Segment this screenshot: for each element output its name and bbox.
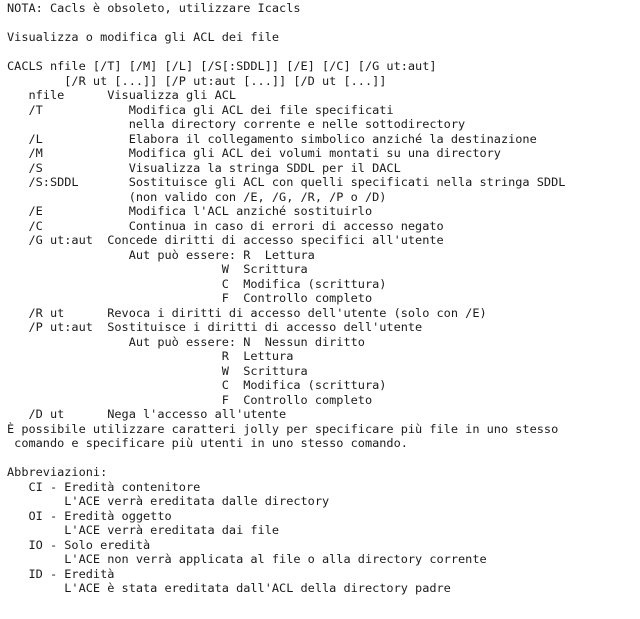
console-output [7, 1, 637, 616]
console-line-wildcard-note-cont: comando e specificare più utenti in uno stesso comando. [7, 436, 408, 450]
console-line-blank [7, 16, 637, 31]
console-line-syntax-cont: [/R ut [...]] [/P ut:aut [...]] [/D ut [...]] [7, 73, 387, 88]
console-line-option-s-sddl: /S:SDDL Sostituisce gli ACL con quelli specificati nella stringa SDDL [7, 175, 566, 189]
console-line-abbr-io: IO - Solo eredità [7, 537, 151, 552]
console-line-perm-n: Aut può essere: N Nessun diritto [7, 334, 365, 349]
console-line-option-g: /G ut:aut Concede diritti di accesso specifici all'utente [7, 233, 444, 247]
console-line-option-nfile: nfile Visualizza gli ACL [7, 88, 237, 102]
console-line-wildcard-note: È possibile utilizzare caratteri jolly per specificare più file in uno stesso [7, 421, 559, 436]
console-line-abbr-id: ID - Eredità [7, 566, 115, 581]
console-line-option-d: /D ut Nega l'accesso all'utente [7, 407, 287, 421]
console-line-perm-w: W Scrittura [7, 262, 308, 276]
console-line-description: Visualizza o modifica gli ACL dei file [7, 30, 280, 44]
console-line-abbr-oi-desc: L'ACE verrà ereditata dai file [7, 523, 280, 537]
console-line-abbr-io-desc: L'ACE non verrà applicata al file o alla directory corrente [7, 552, 487, 566]
console-line-abbr-id-desc: L'ACE è stata ereditata dall'ACL della directory padre [7, 581, 451, 595]
console-line-syntax: CACLS nfile [/T] [/M] [/L] [/S[:SDDL]] [/E] [/C] [/G ut:aut] [7, 59, 437, 73]
console-line-abbr-oi: OI - Eredità oggetto [7, 508, 172, 523]
console-line-option-t: /T Modifica gli ACL dei file specificati [7, 102, 394, 117]
console-line-option-r: /R ut Revoca i diritti di accesso dell'utente (solo con /E) [7, 305, 487, 320]
console-line-option-p: /P ut:aut Sostituisce i diritti di accesso dell'utente [7, 320, 423, 334]
console-line-perm-c: C Modifica (scrittura) [7, 276, 387, 291]
console-line-abbreviations-heading: Abbreviazioni: [7, 465, 108, 479]
console-line-perm-r: Aut può essere: R Lettura [7, 247, 315, 262]
console-line-option-m: /M Modifica gli ACL dei volumi montati su una directory [7, 146, 501, 160]
console-line-perm-c: C Modifica (scrittura) [7, 378, 387, 392]
console-line-option-t-cont: nella directory corrente e nelle sottodirectory [7, 117, 466, 131]
console-line-blank [7, 451, 637, 466]
console-line-perm-w: W Scrittura [7, 363, 308, 378]
console-line-option-s-sddl-cont: (non valido con /E, /G, /R, /P o /D) [7, 189, 387, 204]
console-line-option-s: /S Visualizza la stringa SDDL per il DACL [7, 160, 401, 175]
console-line-option-c: /C Continua in caso di errori di accesso negato [7, 218, 444, 233]
console-line-abbr-ci: CI - Eredità contenitore [7, 479, 201, 494]
console-line-option-e: /E Modifica l'ACL anziché sostituirlo [7, 204, 373, 218]
console-line-abbr-ci-desc: L'ACE verrà ereditata dalle directory [7, 494, 330, 508]
console-line-perm-r: R Lettura [7, 349, 294, 363]
console-line-nota: NOTA: Cacls è obsoleto, utilizzare Icacls [7, 1, 301, 15]
console-line-perm-f: F Controllo completo [7, 392, 373, 407]
console-line-option-l: /L Elabora il collegamento simbolico anziché la destinazione [7, 131, 537, 146]
console-line-perm-f: F Controllo completo [7, 291, 373, 305]
console-line-blank [7, 45, 637, 60]
